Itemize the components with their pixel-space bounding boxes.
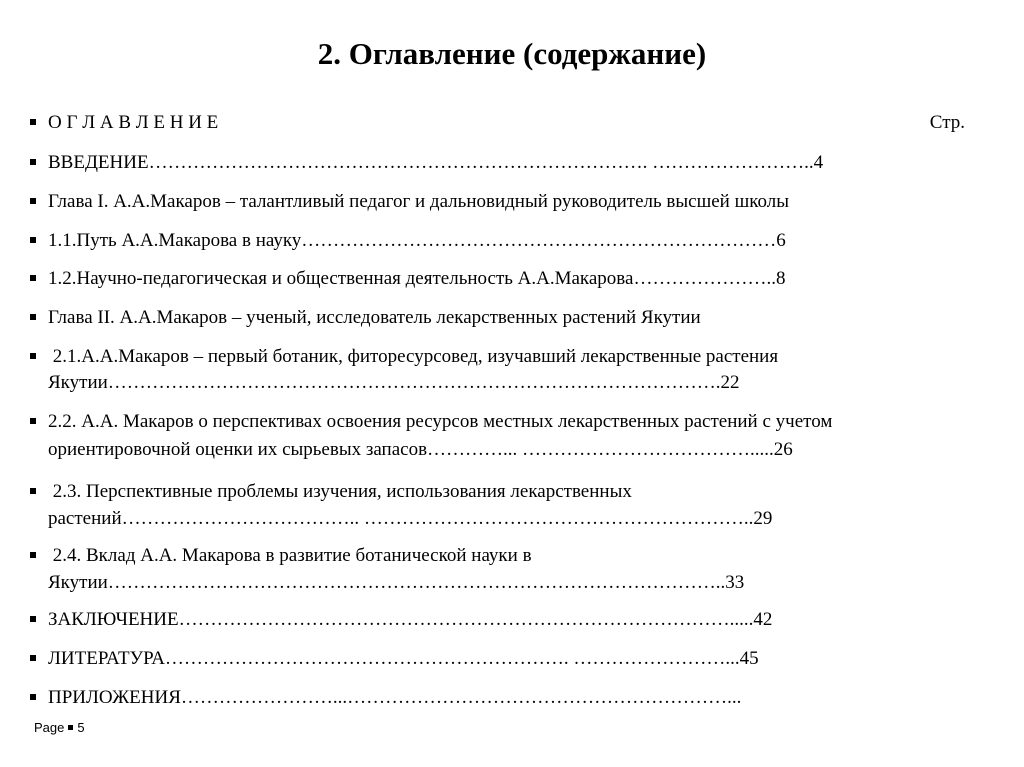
toc-entry-text: Глава II. А.А.Макаров – ученый, исследователь лекарственных растений Якутии xyxy=(48,307,701,328)
toc-entry-section-2-2 xyxy=(30,409,1005,459)
toc-entry-text: 2.1.А.А.Макаров – первый ботаник, фиторесурсовед, изучавший лекарственные растения xyxy=(48,346,779,367)
toc-entry-text: ЛИТЕРАТУРА………………………………………………………. ……………………...45 xyxy=(48,648,759,669)
toc-entry-text: 2.2. А.А. Макаров о перспективах освоения ресурсов местных лекарственных растений с учетом xyxy=(48,411,833,432)
toc-entry-text: ЗАКЛЮЧЕНИЕ…………………………………………………………………………….....42 xyxy=(48,609,773,630)
page-label: Page xyxy=(34,720,65,735)
toc-entry-text: 1.2.Научно-педагогическая и общественная деятельность А.А.Макарова…………………..8 xyxy=(48,268,786,289)
bullet-icon xyxy=(30,159,36,165)
bullet-icon xyxy=(30,616,36,622)
bullet-icon xyxy=(30,418,36,424)
page-number: 5 xyxy=(77,720,85,735)
page-column-label: Стр. xyxy=(929,112,965,133)
toc-entry-text: Глава I. А.А.Макаров – талантливый педагог и дальновидный руководитель высшей школы xyxy=(48,191,789,212)
toc-entry-text: 2.4. Вклад А.А. Макарова в развитие ботанической науки в xyxy=(48,545,532,566)
bullet-icon xyxy=(30,314,36,320)
bullet-icon xyxy=(30,275,36,281)
toc-entry-section-2-1 xyxy=(30,344,1005,394)
bullet-icon xyxy=(30,353,36,359)
toc-entry-text: 2.3. Перспективные проблемы изучения, использования лекарственных xyxy=(48,481,632,502)
toc-entry-section-2-3 xyxy=(30,479,1005,529)
separator-square-icon xyxy=(68,725,73,730)
page-title: 2. Оглавление (содержание) xyxy=(317,36,707,71)
bullet-icon xyxy=(30,488,36,494)
toc-entry-text: ПРИЛОЖЕНИЯ……………………...……………………………………………………... xyxy=(48,687,742,708)
bullet-icon xyxy=(30,119,36,125)
toc-entry-text: ВВЕДЕНИЕ……………………………………………………………………. ……………………..4 xyxy=(48,152,824,173)
bullet-icon xyxy=(30,552,36,558)
toc-header-label: О Г Л А В Л Е Н И Е xyxy=(48,112,219,133)
toc-entry-text: 1.1.Путь А.А.Макарова в науку…………………………………………………………………6 xyxy=(48,230,786,251)
page-footer xyxy=(34,720,85,736)
bullet-icon xyxy=(30,198,36,204)
toc-entry-text-continued: Якутии……………………………………………………………………………………..33 xyxy=(48,572,745,593)
toc-entry-text-continued: ориентировочной оценки их сырьевых запасов…………... ……………………………….....26 xyxy=(48,439,793,460)
bullet-icon xyxy=(30,237,36,243)
toc-entry-text-continued: растений……………………………….. ……………………………………………………..29 xyxy=(48,508,773,529)
bullet-icon xyxy=(30,694,36,700)
bullet-icon xyxy=(30,655,36,661)
toc-entry-text-continued: Якутии…………………………………………………………………………………….22 xyxy=(48,372,740,393)
toc-entry-section-2-4 xyxy=(30,543,1005,593)
